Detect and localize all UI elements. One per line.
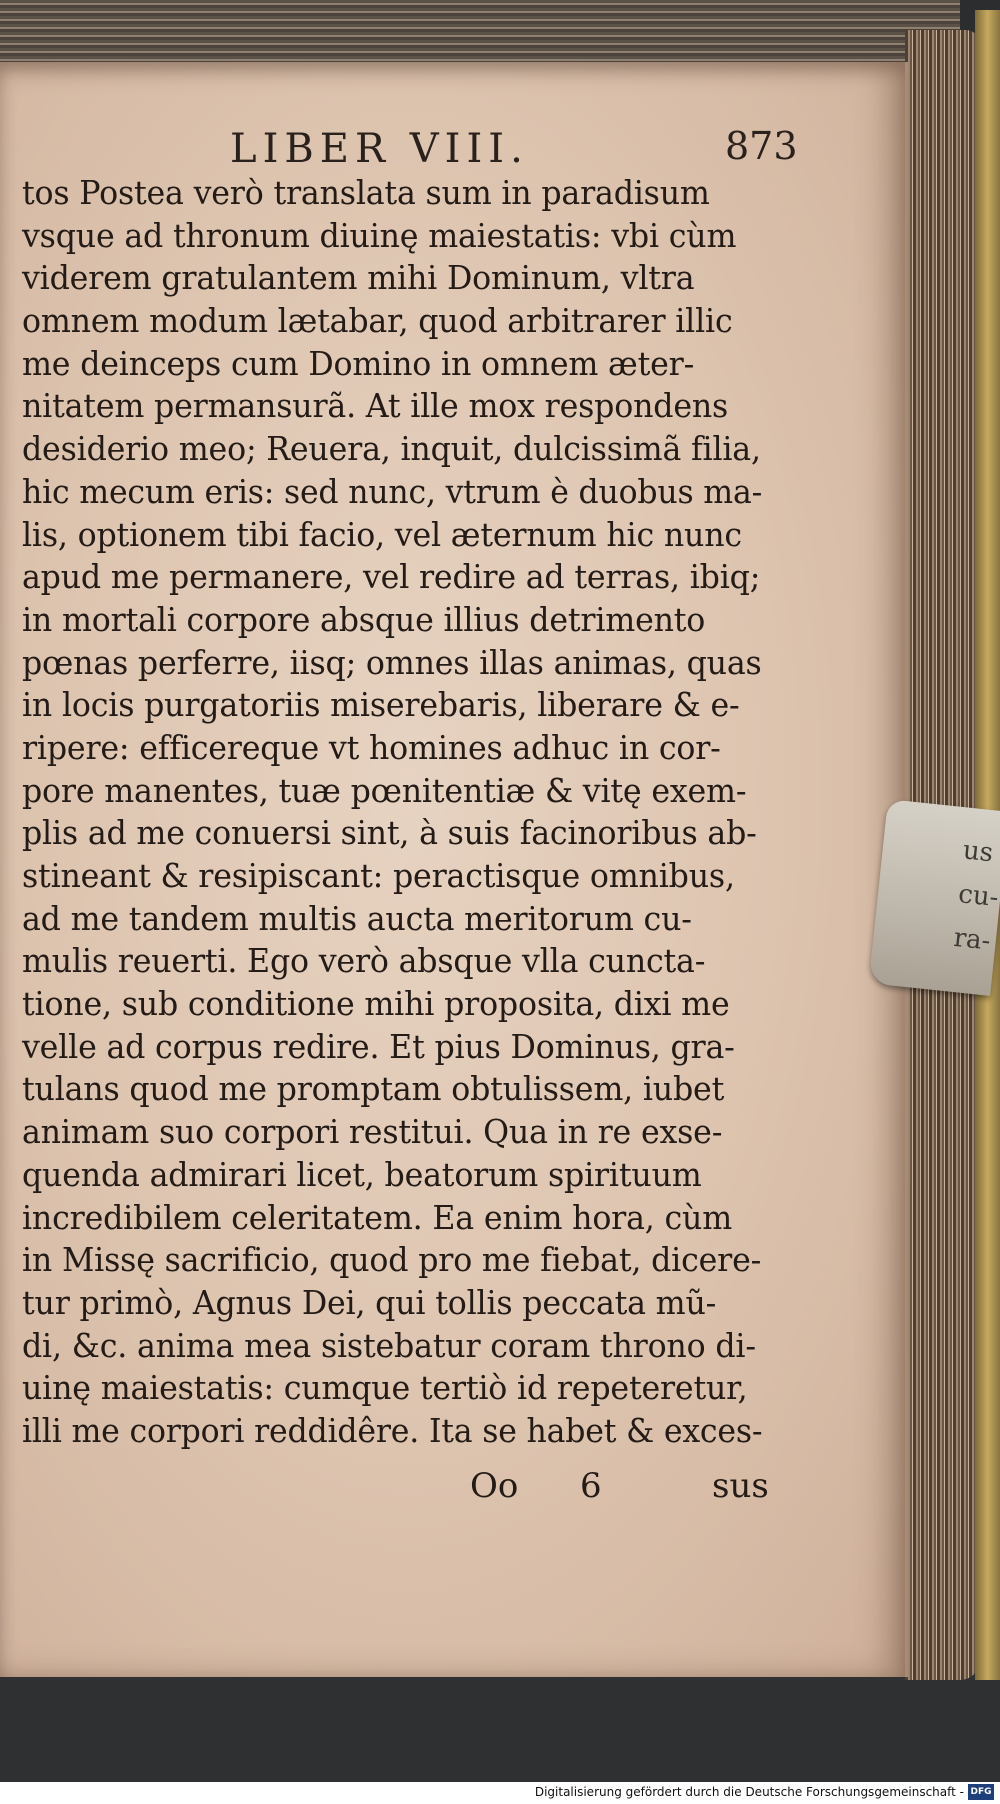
dfg-logo: DFG xyxy=(968,1784,994,1800)
catchword: sus xyxy=(712,1466,769,1506)
text-line: apud me permanere, vel redire ad terras, ibiq; xyxy=(22,558,761,597)
text-line: in mortali corpore absque illius detrimento xyxy=(22,600,706,639)
text-line: uinę maiestatis: cumque tertiò id repeteretur, xyxy=(22,1369,748,1408)
text-line: velle ad corpus redire. Et pius Dominus, gra- xyxy=(22,1027,735,1066)
scan-bottom-background xyxy=(0,1680,1000,1782)
text-line: tulans quod me promptam obtulissem, iubet xyxy=(22,1070,725,1109)
text-line: pore manentes, tuæ pœnitentiæ & vitę exem- xyxy=(22,771,747,810)
signature-mark: Oo xyxy=(470,1466,519,1506)
text-line: desiderio meo; Reuera, inquit, dulcissimã filia, xyxy=(22,430,761,469)
running-head: LIBER VIII. xyxy=(230,126,529,172)
text-line: viderem gratulantem mihi Dominum, vltra xyxy=(22,259,695,298)
slip-text-line: cu- xyxy=(956,879,1000,914)
body-text xyxy=(22,172,782,1453)
text-line: tur primò, Agnus Dei, qui tollis peccata mũ- xyxy=(22,1283,717,1322)
text-line: tione, sub conditione mihi proposita, dixi me xyxy=(22,985,730,1024)
text-line: omnem modum lætabar, quod arbitrarer illic xyxy=(22,302,733,341)
text-line: stineant & resipiscant: peractisque omnibus, xyxy=(22,857,735,895)
text-line: di, &c. anima mea sistebatur coram throno di- xyxy=(22,1326,756,1365)
signature-leaf-number: 6 xyxy=(580,1466,602,1506)
text-line: hic mecum eris: sed nunc, vtrum è duobus ma- xyxy=(22,472,763,511)
text-line: pœnas perferre, iisq; omnes illas animas, quas xyxy=(22,643,762,682)
text-line: lis, optionem tibi facio, vel æternum hic nunc xyxy=(22,515,742,554)
text-line: in Missę sacrificio, quod pro me fiebat, dicere- xyxy=(22,1241,762,1280)
text-line: mulis reuerti. Ego verò absque vlla cuncta- xyxy=(22,942,706,981)
slip-text-line: ra- xyxy=(952,922,992,957)
text-line: plis ad me conuersi sint, à suis facinoribus ab- xyxy=(22,814,757,853)
text-line: quenda admirari licet, beatorum spirituum xyxy=(22,1155,702,1194)
text-line: animam suo corpori restitui. Qua in re exse- xyxy=(22,1113,723,1152)
bookmark-slip xyxy=(869,799,1000,996)
text-line: ad me tandem multis aucta meritorum cu- xyxy=(22,899,692,938)
page-number: 873 xyxy=(725,124,798,168)
footer-bar xyxy=(0,1782,1000,1804)
text-line: me deinceps cum Domino in omnem æter- xyxy=(22,344,695,383)
text-line: vsque ad thronum diuinę maiestatis: vbi cùm xyxy=(22,216,737,255)
text-line: nitatem permansurã. At ille mox respondens xyxy=(22,387,729,426)
text-line: tos Postea verò translata sum in paradisum xyxy=(22,174,710,212)
slip-text-line: us xyxy=(961,835,995,869)
footer-credit: Digitalisierung gefördert durch die Deutsche Forschungsgemeinschaft - xyxy=(534,1785,964,1799)
text-line: in locis purgatoriis miserebaris, liberare & e- xyxy=(22,686,740,725)
text-line: ripere: efficereque vt homines adhuc in cor- xyxy=(22,728,721,767)
text-line: incredibilem celeritatem. Ea enim hora, cùm xyxy=(22,1198,733,1237)
text-line: illi me corpori reddidêre. Ita se habet & exces- xyxy=(22,1411,763,1450)
